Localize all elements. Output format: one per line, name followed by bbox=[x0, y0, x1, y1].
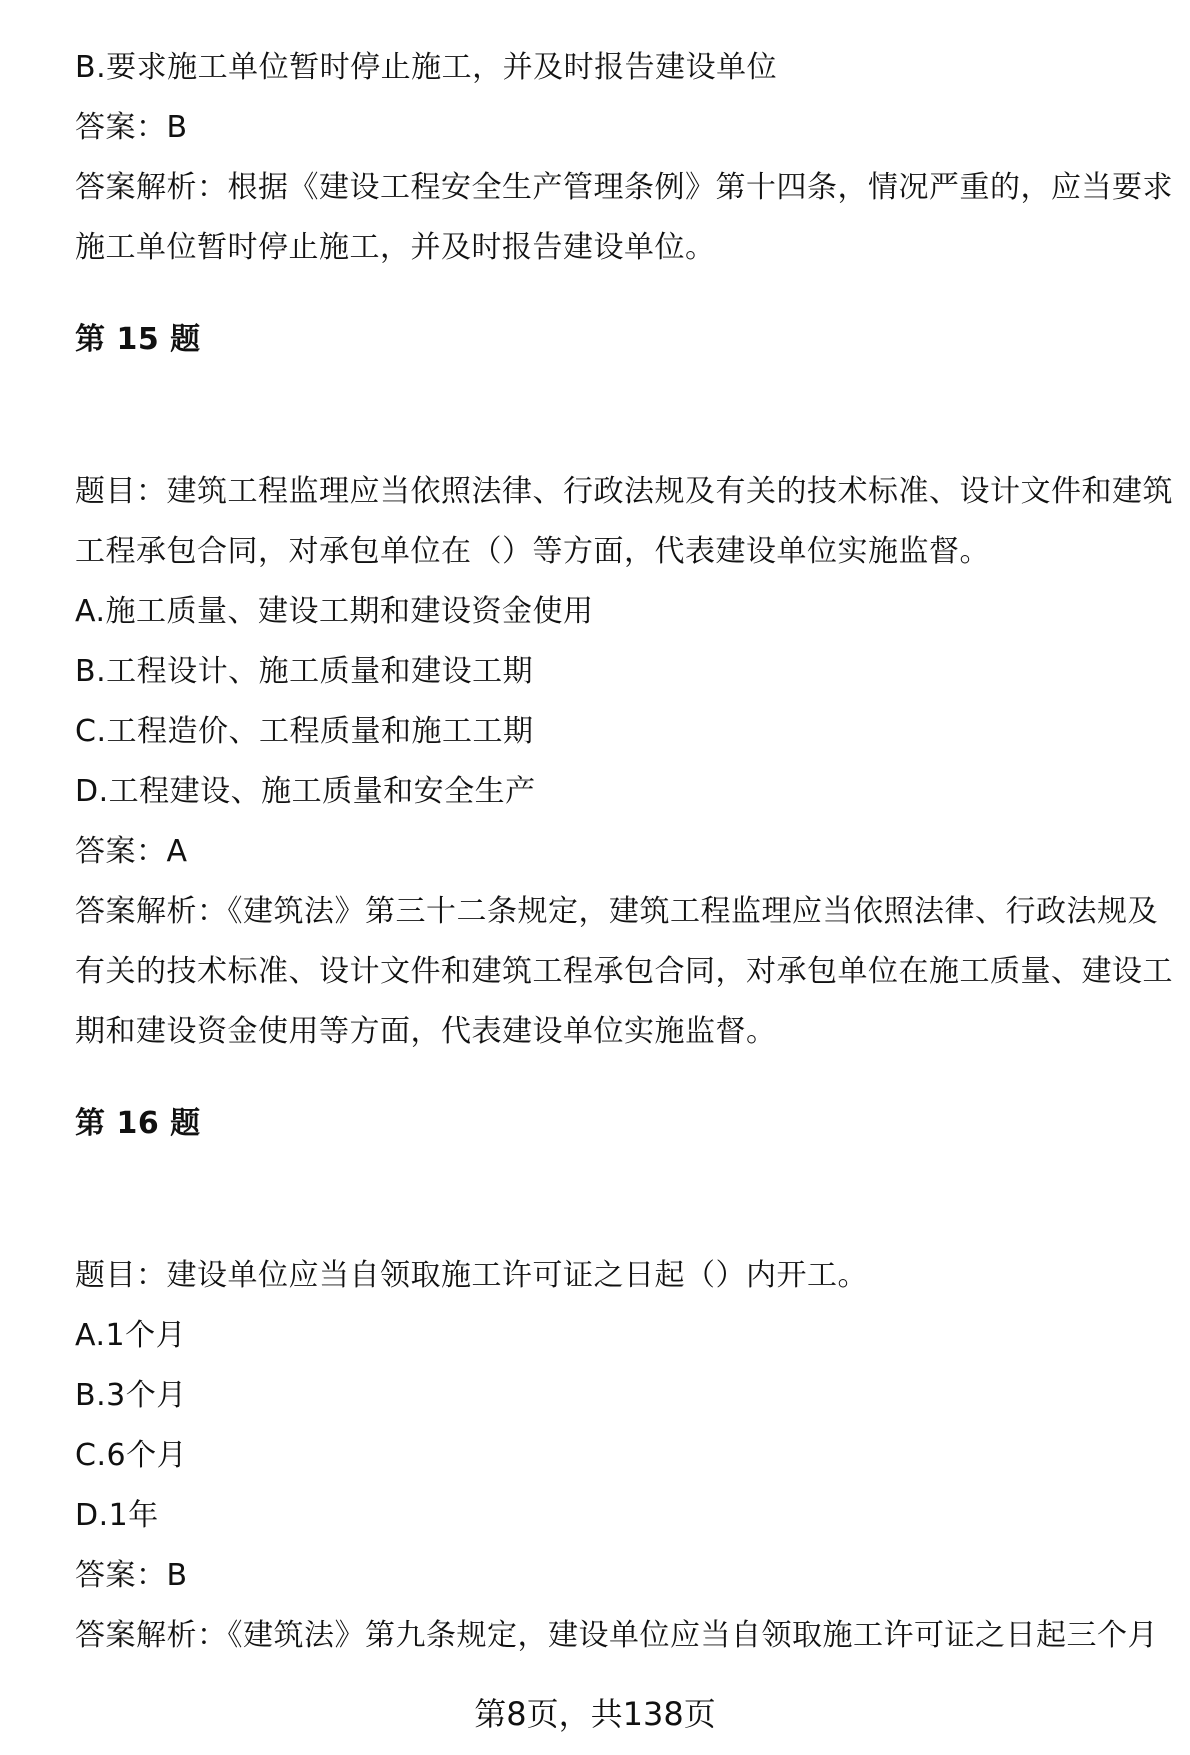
option-d: D.工程建设、施工质量和安全生产 bbox=[75, 774, 536, 809]
analysis-line: 期和建设资金使用等方面，代表建设单位实施监督。 bbox=[75, 1014, 777, 1049]
document-page bbox=[75, 38, 1173, 1666]
analysis-line: 施工单位暂时停止施工，并及时报告建设单位。 bbox=[75, 230, 716, 265]
option-b: B.工程设计、施工质量和建设工期 bbox=[75, 654, 534, 689]
question-heading: 第 15 题 bbox=[75, 322, 201, 357]
option-a: A.1个月 bbox=[75, 1318, 187, 1353]
option-c: C.6个月 bbox=[75, 1438, 188, 1473]
analysis-line: 有关的技术标准、设计文件和建筑工程承包合同，对承包单位在施工质量、建设工 bbox=[75, 954, 1173, 989]
answer-line: 答案：B bbox=[75, 1558, 188, 1593]
option-a: A.施工质量、建设工期和建设资金使用 bbox=[75, 594, 594, 629]
question-16-block bbox=[75, 1094, 1165, 1666]
analysis-line: 答案解析：《建筑法》第三十二条规定，建筑工程监理应当依照法律、行政法规及 bbox=[75, 894, 1158, 929]
question-heading: 第 16 题 bbox=[75, 1106, 201, 1141]
page-number-footer: 第8页，共138页 bbox=[474, 1695, 716, 1733]
option-b: B.要求施工单位暂时停止施工，并及时报告建设单位 bbox=[75, 50, 778, 85]
question-stem: 工程承包合同，对承包单位在（）等方面，代表建设单位实施监督。 bbox=[75, 534, 990, 569]
prev-question-block bbox=[75, 38, 1173, 278]
option-d: D.1年 bbox=[75, 1498, 159, 1533]
analysis-line: 答案解析：根据《建设工程安全生产管理条例》第十四条，情况严重的，应当要求 bbox=[75, 170, 1173, 205]
question-15-block bbox=[75, 310, 1173, 1062]
question-stem: 题目：建设单位应当自领取施工许可证之日起（）内开工。 bbox=[75, 1258, 868, 1293]
analysis-line: 答案解析：《建筑法》第九条规定，建设单位应当自领取施工许可证之日起三个月 bbox=[75, 1618, 1158, 1653]
answer-line: 答案：B bbox=[75, 110, 188, 145]
option-b: B.3个月 bbox=[75, 1378, 187, 1413]
answer-line: 答案：A bbox=[75, 834, 188, 869]
question-stem: 题目：建筑工程监理应当依照法律、行政法规及有关的技术标准、设计文件和建筑 bbox=[75, 474, 1173, 509]
option-c: C.工程造价、工程质量和施工工期 bbox=[75, 714, 534, 749]
